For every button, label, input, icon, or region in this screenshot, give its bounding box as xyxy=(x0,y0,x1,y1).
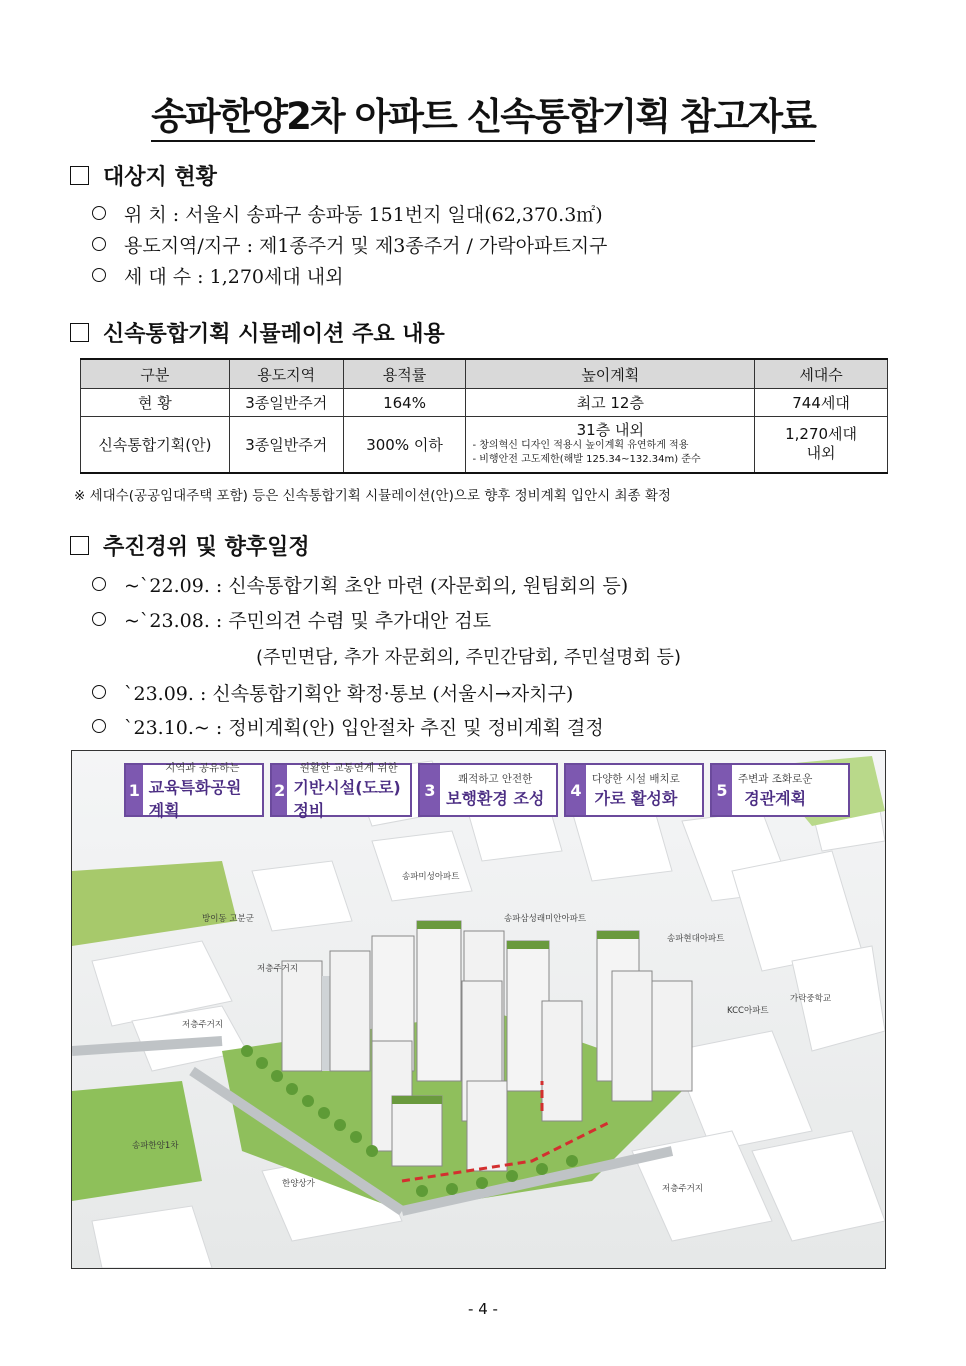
checkbox-square-icon xyxy=(70,323,89,342)
circle-bullet-icon xyxy=(92,719,106,733)
plan-badge-2 xyxy=(270,761,412,820)
page-number: - 4 - xyxy=(468,1300,498,1318)
checkbox-square-icon xyxy=(70,166,89,185)
section-heading-simulation: 신속통합기획 시뮬레이션 주요 내용 xyxy=(70,317,445,348)
table-header-row xyxy=(81,359,888,389)
label-low-res: 저층주거지 xyxy=(662,1184,704,1194)
table-header: 구분 xyxy=(81,359,230,389)
height-main: 31층 내외 xyxy=(576,421,644,440)
label-songpa-hanyang1: 송파한양1차 xyxy=(132,1141,179,1151)
label-kcc: KCC아파트 xyxy=(727,1006,769,1016)
table-header: 용도지역 xyxy=(229,359,343,389)
table-row xyxy=(81,389,888,417)
section-heading-site: 대상지 현황 xyxy=(70,160,217,191)
badge-number: 1 xyxy=(126,765,143,815)
badge-subtitle: 다양한 시설 배치로 xyxy=(592,773,680,785)
badge-subtitle: 지역과 공유하는 xyxy=(165,761,240,774)
badge-subtitle: 쾌적하고 안전한 xyxy=(457,773,533,785)
table-cell-height-plan xyxy=(466,417,755,473)
label-hanyang-mall: 한양상가 xyxy=(282,1179,315,1189)
badge-title: 보행환경 조성 xyxy=(446,789,545,808)
label-songpa-misung: 송파미성아파트 xyxy=(402,872,460,882)
list-item: 세 대 수 : 1,270세대 내외 xyxy=(92,262,343,289)
table-header: 용적률 xyxy=(343,359,466,389)
table-cell: 3종일반주거 xyxy=(229,389,343,417)
circle-bullet-icon xyxy=(92,206,106,220)
table-note: ※ 세대수(공공임대주택 포함) 등은 신속통합기획 시뮬레이션(안)으로 향후 정비계획 입안시 최종 확정 xyxy=(74,488,671,504)
label-songpa-samsung: 송파삼성래미안아파트 xyxy=(504,914,587,924)
label-garak-middle: 가락중학교 xyxy=(790,994,832,1004)
aerial-illustration xyxy=(72,751,885,1268)
circle-bullet-icon xyxy=(92,268,106,282)
badge-number: 4 xyxy=(566,765,586,815)
list-item: 용도지역/지구 : 제1종주거 및 제3종주거 / 가락아파트지구 xyxy=(92,231,607,258)
circle-bullet-icon xyxy=(92,685,106,699)
badge-subtitle: 주변과 조화로운 xyxy=(738,773,813,785)
height-note: - 비행안전 고도제한(해발 125.34~132.34m) 준수 xyxy=(472,454,701,466)
site-rendering-figure xyxy=(71,750,886,1269)
table-row xyxy=(81,417,888,473)
table-cell: 3종일반주거 xyxy=(229,417,343,473)
badge-title: 경관계획 xyxy=(744,789,807,808)
list-item: ~`23.08. : 주민의견 수렴 및 추가대안 검토 xyxy=(92,606,491,633)
badge-number: 5 xyxy=(712,765,732,815)
circle-bullet-icon xyxy=(92,237,106,251)
units-line: 내외 xyxy=(806,444,836,463)
height-note: - 창의혁신 디자인 적용시 높이계획 유연하게 적용 xyxy=(472,440,689,452)
plan-badge-3 xyxy=(418,763,558,817)
table-header: 높이계획 xyxy=(466,359,755,389)
table-cell: 신속통합기획(안) xyxy=(81,417,230,473)
label-songpa-hyundai: 송파현대아파트 xyxy=(667,934,725,944)
list-item: ~`22.09. : 신속통합기획 초안 마련 (자문회의, 원팀회의 등) xyxy=(92,571,628,598)
list-item-detail: (주민면담, 추가 자문회의, 주민간담회, 주민설명회 등) xyxy=(256,647,681,668)
list-item: 위 치 : 서울시 송파구 송파동 151번지 일대(62,370.3㎡) xyxy=(92,200,603,227)
table-cell: 164% xyxy=(343,389,466,417)
plan-badge-4 xyxy=(564,763,704,817)
list-item: `23.09. : 신속통합기획안 확정·통보 (서울시→자치구) xyxy=(92,679,573,706)
table-header: 세대수 xyxy=(755,359,888,389)
badge-number: 2 xyxy=(272,765,287,815)
badge-subtitle: 원활한 교통연계 위한 xyxy=(299,761,398,774)
badge-title: 교육특화공원 계획 xyxy=(148,777,242,820)
table-cell: 300% 이하 xyxy=(343,417,466,473)
badge-title: 기반시설(도로) 정비 xyxy=(293,777,401,820)
label-low-res: 저층주거지 xyxy=(182,1020,224,1030)
circle-bullet-icon xyxy=(92,577,106,591)
units-line: 1,270세대 xyxy=(785,425,858,444)
section-heading-schedule: 추진경위 및 향후일정 xyxy=(70,530,310,561)
label-bangi-gobungun: 방이동 고분군 xyxy=(202,914,254,924)
table-cell: 최고 12층 xyxy=(466,389,755,417)
table-cell xyxy=(755,417,888,473)
circle-bullet-icon xyxy=(92,612,106,626)
table-cell: 744세대 xyxy=(755,389,888,417)
badge-title: 가로 활성화 xyxy=(594,789,678,808)
plan-badge-5 xyxy=(710,763,850,817)
label-low-res: 저층주거지 xyxy=(257,964,299,974)
simulation-table xyxy=(80,358,888,474)
table-cell: 현 황 xyxy=(81,389,230,417)
list-item: `23.10.~ : 정비계획(안) 입안절차 추진 및 정비계획 결정 xyxy=(92,713,604,740)
badge-number: 3 xyxy=(420,765,440,815)
page-title: 송파한양2차 아파트 신속통합기획 참고자료 xyxy=(0,86,966,140)
checkbox-square-icon xyxy=(70,536,89,555)
plan-badge-1 xyxy=(124,761,264,820)
